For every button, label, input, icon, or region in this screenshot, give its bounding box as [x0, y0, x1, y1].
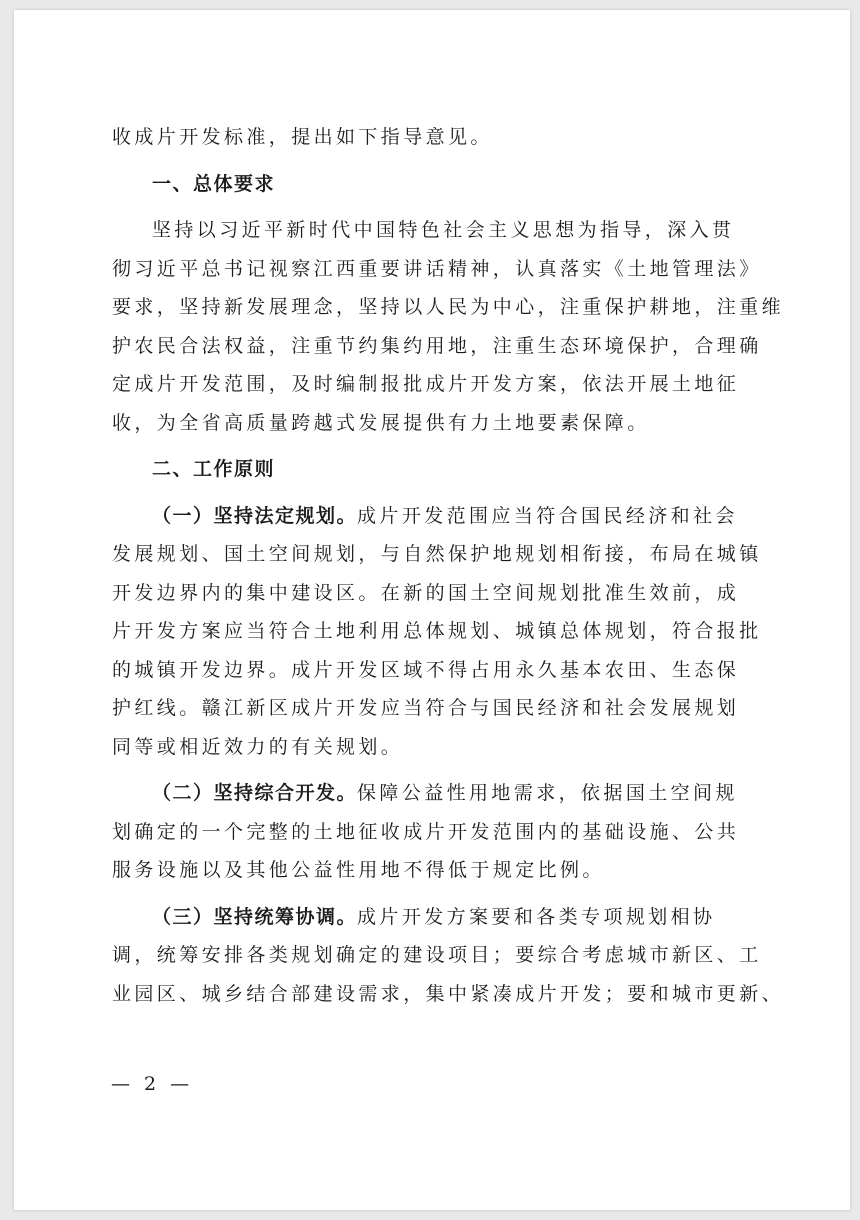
text-line: 片开发方案应当符合土地利用总体规划、城镇总体规划，符合报批	[112, 620, 762, 642]
page-number: — 2 —	[111, 1073, 194, 1095]
text-line: 收，为全省高质量跨越式发展提供有力土地要素保障。	[112, 411, 650, 434]
text-line	[112, 497, 772, 536]
text-line: 护红线。赣江新区成片开发应当符合与国民经济和社会发展规划	[112, 697, 740, 719]
principle-text: 成片开发范围应当符合国民经济和社会	[357, 504, 738, 527]
document-page	[14, 10, 850, 1210]
text-line: 划确定的一个完整的土地征收成片开发范围内的基础设施、公共	[112, 820, 740, 843]
section-heading-general-requirements: 一、总体要求	[152, 172, 276, 195]
principle-lead: （三）坚持统筹协调。	[152, 905, 358, 928]
paragraph-statutory-planning	[112, 497, 772, 767]
text-line: 护农民合法权益，注重节约集约用地，注重生态环境保护，合理确	[112, 334, 762, 357]
principle-text: 成片开发方案要和各类专项规划相协	[357, 905, 716, 928]
text-line: 开发边界内的集中建设区。在新的国土空间规划批准生效前，成	[112, 581, 740, 604]
text-line: 坚持以习近平新时代中国特色社会主义思想为指导，深入贯	[152, 219, 735, 241]
principle-lead: （一）坚持法定规划。	[152, 504, 358, 527]
intro-line: 收成片开发标准，提出如下指导意见。	[112, 126, 493, 148]
principle-lead: （二）坚持综合开发。	[152, 782, 358, 804]
document-body	[112, 118, 785, 1013]
section-heading-working-principles: 二、工作原则	[152, 458, 276, 480]
text-line: 要求，坚持新发展理念，坚持以人民为中心，注重保护耕地，注重维	[112, 296, 785, 318]
paragraph-general-requirements	[112, 211, 785, 442]
text-line: 业园区、城乡结合部建设需求，集中紧凑成片开发；要和城市更新、	[112, 982, 785, 1005]
text-line	[112, 774, 772, 813]
text-line: 同等或相近效力的有关规划。	[112, 735, 404, 758]
paragraph-overall-coordination	[112, 898, 785, 1014]
paragraph-comprehensive-development	[112, 774, 772, 890]
text-line: 发展规划、国土空间规划，与自然保护地规划相衔接，布局在城镇	[112, 543, 762, 565]
principle-text: 保障公益性用地需求，依据国土空间规	[357, 782, 738, 804]
text-line: 彻习近平总书记视察江西重要讲话精神，认真落实《土地管理法》	[112, 257, 762, 280]
text-line	[112, 898, 772, 937]
text-line: 的城镇开发边界。成片开发区域不得占用永久基本农田、生态保	[112, 658, 740, 681]
text-line: 调，统筹安排各类规划确定的建设项目；要综合考虑城市新区、工	[112, 944, 762, 966]
text-line: 服务设施以及其他公益性用地不得低于规定比例。	[112, 859, 605, 881]
text-line: 定成片开发范围，及时编制报批成片开发方案，依法开展土地征	[112, 373, 740, 395]
